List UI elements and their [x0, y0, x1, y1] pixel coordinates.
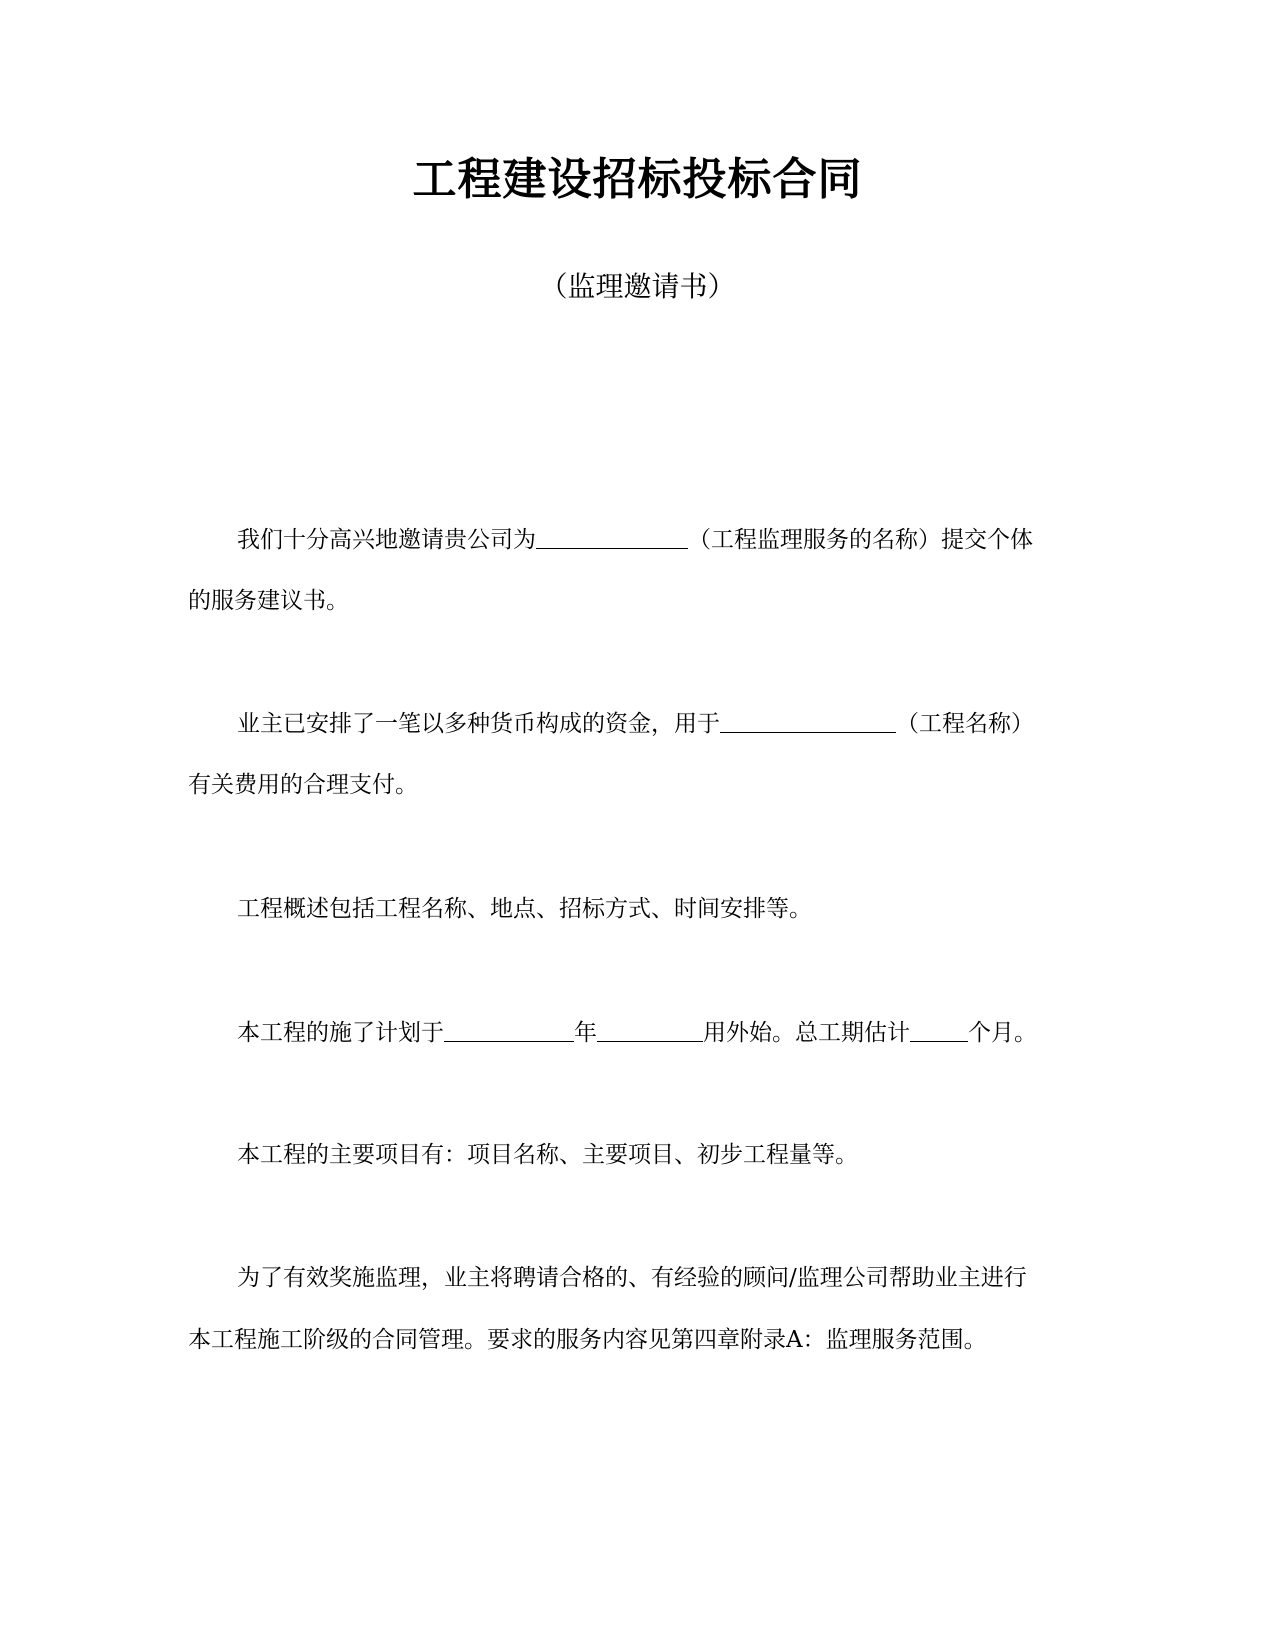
paragraph-text: （工程监理服务的名称）提交个体 — [688, 527, 1033, 553]
month-blank — [597, 1015, 703, 1042]
project-name-blank — [720, 706, 896, 733]
service-name-blank — [536, 522, 688, 549]
paragraph-text: 用外始。总工期估计 — [703, 1020, 910, 1046]
paragraph-line: 工程概述包括工程名称、地点、招标方式、时间安排等。 — [237, 896, 812, 922]
paragraph-line: 本工程的主要项目有：项目名称、主要项目、初步工程量等。 — [237, 1142, 858, 1168]
year-blank — [444, 1015, 574, 1042]
paragraph-text: 本工程的施了计划于 — [237, 1020, 444, 1046]
paragraph-text: 我们十分高兴地邀请贵公司为 — [237, 527, 536, 553]
document-title: 工程建设招标投标合同 — [412, 154, 863, 205]
paragraph-line: 为了有效奖施监理，业主将聘请合格的、有经验的顾问/监理公司帮助业主进行 — [237, 1265, 1027, 1291]
paragraph-text: 业主已安排了一笔以多种货币构成的资金，用于 — [237, 711, 720, 737]
paragraph-line — [237, 706, 1034, 740]
paragraph-line — [237, 522, 1033, 556]
paragraph-line — [237, 1015, 1037, 1049]
paragraph-line: 有关费用的合理支付。 — [188, 772, 418, 798]
paragraph-text: （工程名称） — [896, 711, 1034, 737]
paragraph-line: 本工程施工阶级的合同管理。要求的服务内容见第四章附录A：监理服务范围。 — [188, 1327, 987, 1353]
document-subtitle: （监理邀请书） — [539, 270, 736, 303]
duration-blank — [910, 1015, 968, 1042]
paragraph-text: 个月。 — [968, 1020, 1037, 1046]
paragraph-line: 的服务建议书。 — [188, 588, 349, 614]
paragraph-text: 年 — [574, 1020, 597, 1046]
